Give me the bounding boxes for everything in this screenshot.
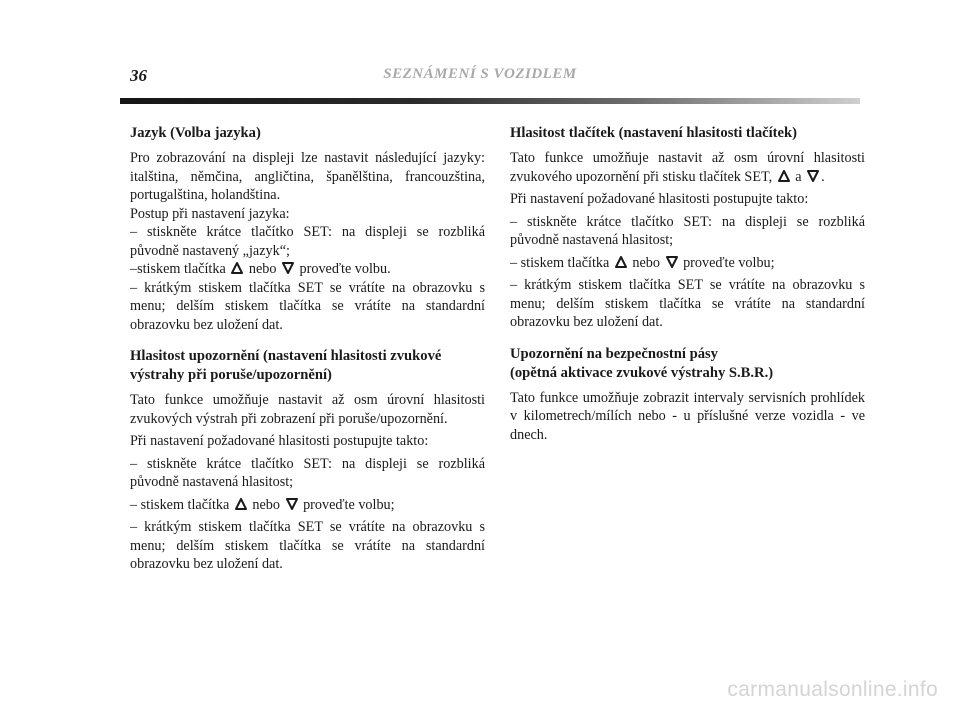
right-column [510, 124, 865, 444]
triangle-down-icon [807, 170, 819, 182]
triangle-down-icon [282, 262, 294, 274]
section-language [130, 124, 485, 334]
text: . [821, 168, 825, 185]
heading-line: (opětná aktivace zvukové výstrahy S.B.R.) [510, 364, 774, 381]
triangle-up-icon [615, 256, 627, 268]
paragraph: – stiskněte krátce tlačítko SET: na displeji se rozbliká původně nastavený „jazyk“; [130, 224, 485, 259]
heading-line: Upozornění na bezpečnostní pásy [510, 345, 718, 362]
triangle-down-icon [666, 256, 678, 268]
page-number: 36 [130, 66, 147, 85]
paragraph: – krátkým stiskem tlačítka SET se vrátíte na obrazovku s menu; delším stiskem tlačítka se vrátíte na standardní obrazovku bez uložení dat. [130, 519, 485, 572]
paragraph: Pro zobrazování na displeji lze nastavit následující jazyky: italština, němčina, angličtina, španělština, francouzština, portugalština, holandština. [130, 150, 485, 203]
running-header: SEZNÁMENÍ S VOZIDLEM [383, 66, 577, 82]
heading-line: Hlasitost upozornění (nastavení hlasitosti zvukové [130, 348, 442, 364]
section-heading: Jazyk (Volba jazyka) [130, 125, 261, 141]
text: proveďte volbu. [299, 261, 391, 277]
text: nebo [632, 254, 660, 271]
text: proveďte volbu; [683, 254, 775, 271]
paragraph: Při nastavení požadované hlasitosti postupujte takto: [130, 433, 429, 449]
triangle-up-icon [235, 498, 247, 510]
header-rule [120, 98, 860, 104]
text: Tato funkce umožňuje nastavit až osm úrovní hlasitosti zvukového upozornění při stisku tlačítek SET, [510, 150, 865, 185]
section-heading: Hlasitost tlačítek (nastavení hlasitosti tlačítek) [510, 125, 797, 141]
paragraph: Tato funkce umožňuje nastavit až osm úrovní hlasitosti zvukových výstrah při zobrazení při poruše/upozornění. [130, 392, 485, 427]
left-column [130, 124, 485, 574]
text: a [795, 168, 802, 185]
text: nebo [248, 261, 277, 277]
paragraph: – krátkým stiskem tlačítka SET se vrátíte na obrazovku s menu; delším stiskem tlačítka se vrátíte na standardní obrazovku bez uložení dat. [510, 277, 865, 330]
section-heading [510, 345, 865, 383]
paragraph: Postup při nastavení jazyka: [130, 205, 290, 222]
section-warning-volume [130, 347, 485, 574]
paragraph: – stiskněte krátce tlačítko SET: na displeji se rozbliká původně nastavená hlasitost; [130, 455, 485, 490]
paragraph [130, 260, 485, 279]
text: proveďte volbu; [303, 496, 395, 513]
heading-line: výstrahy při poruše/upozornění) [130, 367, 332, 383]
section-heading [130, 347, 485, 385]
section-button-volume [510, 124, 865, 332]
text: –stiskem tlačítka [130, 261, 226, 277]
text: nebo [252, 496, 280, 513]
triangle-up-icon [778, 170, 790, 182]
watermark: carmanualsonline.info [727, 678, 938, 701]
text: – stiskem tlačítka [130, 496, 230, 513]
paragraph [510, 149, 865, 186]
paragraph [510, 254, 865, 273]
paragraph: Při nastavení požadované hlasitosti postupujte takto: [510, 191, 809, 207]
paragraph [130, 496, 485, 515]
triangle-up-icon [231, 262, 243, 274]
paragraph: Tato funkce umožňuje zobrazit intervaly servisních prohlídek v kilometrech/mílích nebo - u příslušné verze vozidla - ve dnech. [510, 389, 865, 443]
section-seatbelt-warning [510, 345, 865, 445]
triangle-down-icon [286, 498, 298, 510]
paragraph: – krátkým stiskem tlačítka SET se vrátíte na obrazovku s menu; delším stiskem tlačítka se vrátíte na standardní obrazovku bez uložení dat. [130, 279, 485, 333]
text: – stiskem tlačítka [510, 254, 610, 271]
paragraph: – stiskněte krátce tlačítko SET: na displeji se rozbliká původně nastavená hlasitost; [510, 213, 865, 248]
